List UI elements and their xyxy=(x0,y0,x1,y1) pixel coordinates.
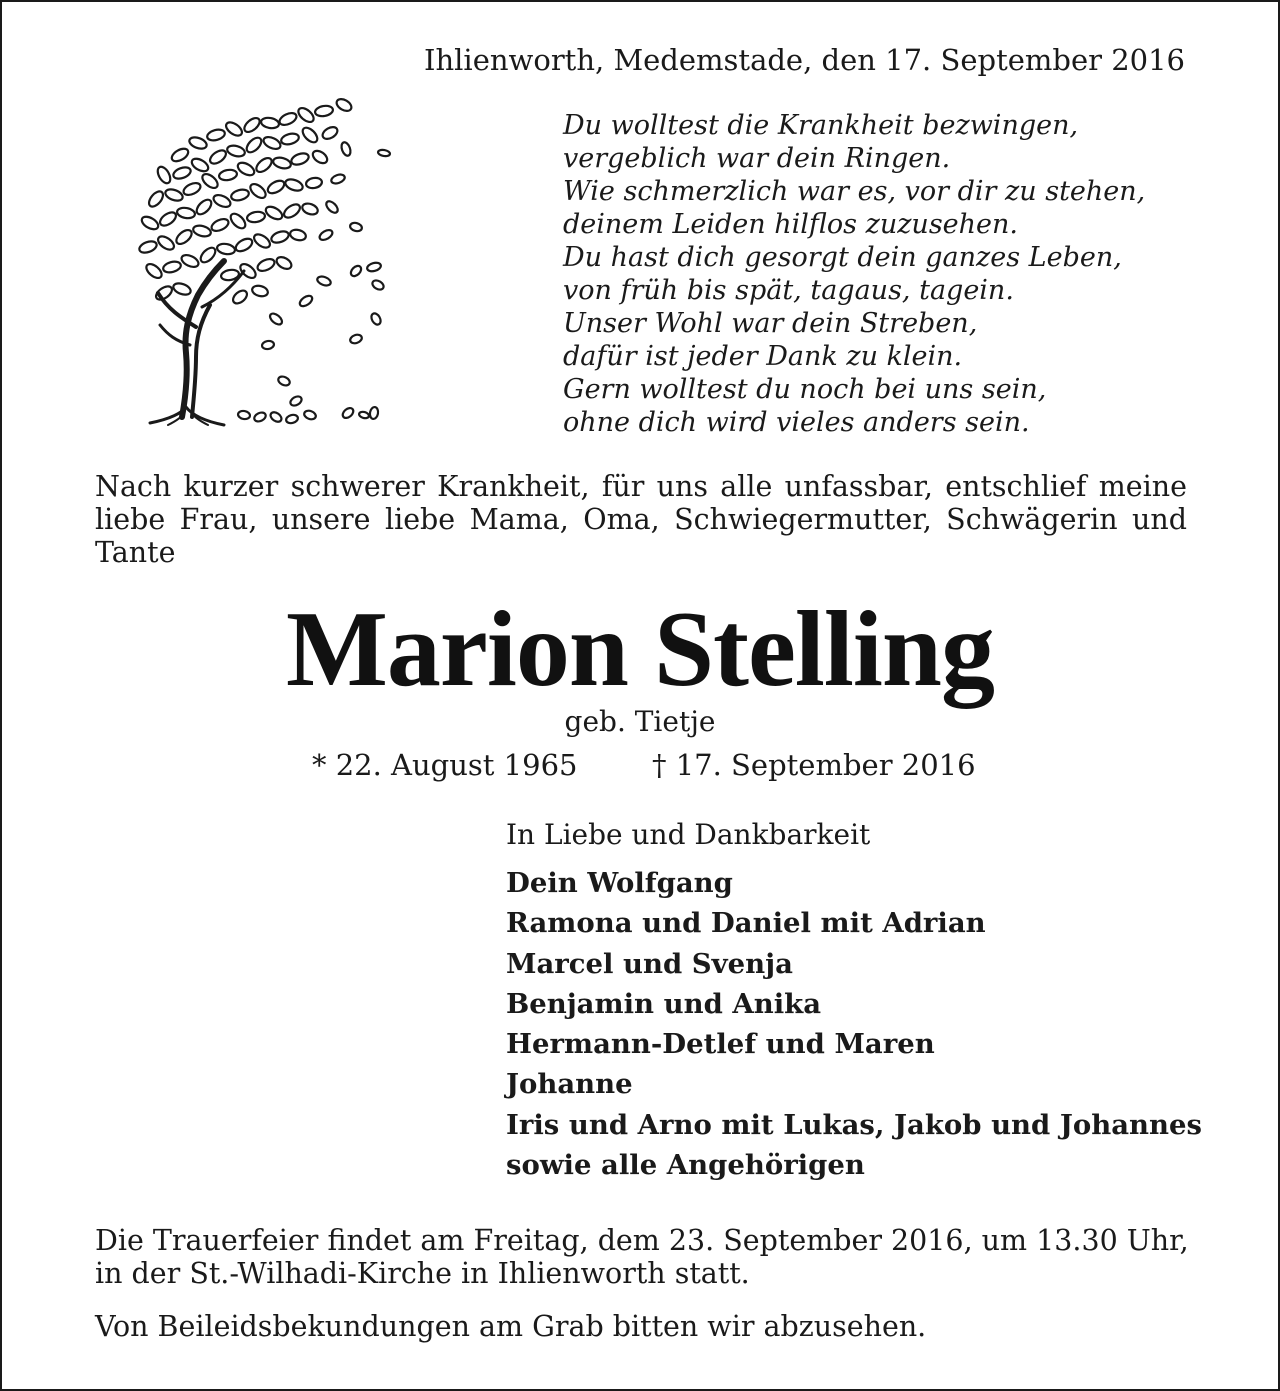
poem-line: Gern wolltest du noch bei uns sein, xyxy=(563,374,1047,405)
poem-line: Du hast dich gesorgt dein ganzes Leben, xyxy=(563,242,1122,273)
wind-blown-tree-icon xyxy=(120,95,410,435)
birth-date: * 22. August 1965 xyxy=(312,748,578,782)
poem-line: vergeblich war dein Ringen. xyxy=(563,143,951,174)
poem xyxy=(563,109,1203,439)
maiden-name: geb. Tietje xyxy=(564,705,716,738)
service-info: Die Trauerfeier findet am Freitag, dem 23. September 2016, um 13.30 Uhr, in der St.-Wilhadi-Kirche in Ihlienworth statt. xyxy=(95,1224,1189,1290)
mourner-name: Benjamin und Anika xyxy=(506,987,822,1020)
poem-line: dafür ist jeder Dank zu klein. xyxy=(563,341,963,372)
poem-line: Du wolltest die Krankheit bezwingen, xyxy=(563,110,1079,141)
poem-line: ohne dich wird vieles anders sein. xyxy=(563,407,1030,438)
mourner-name: Hermann-Detlef und Maren xyxy=(506,1028,935,1061)
poem-line: von früh bis spät, tagaus, tagein. xyxy=(563,275,1014,306)
mourner-name: sowie alle Angehörigen xyxy=(506,1149,865,1182)
mourners-list xyxy=(506,863,1202,1185)
mourner-name: Ramona und Daniel mit Adrian xyxy=(506,907,986,940)
condolence-note: Von Beileidsbekundungen am Grab bitten wir abzusehen. xyxy=(95,1310,927,1343)
mourner-name: Dein Wolfgang xyxy=(506,867,733,899)
poem-line: Unser Wohl war dein Streben, xyxy=(563,308,978,339)
mourners-heading: In Liebe und Dankbarkeit xyxy=(506,818,871,851)
poem-line: Wie schmerzlich war es, vor dir zu stehen, xyxy=(563,176,1146,207)
intro-text: Nach kurzer schwerer Krankheit, für uns alle unfassbar, entschlief meine liebe Frau, unsere liebe Mama, Oma, Schwiegermutter, Schwägerin und Tante xyxy=(95,470,1187,569)
deceased-name: Marion Stelling xyxy=(286,590,994,709)
death-date: † 17. September 2016 xyxy=(652,748,976,782)
mourner-name: Marcel und Svenja xyxy=(506,947,793,980)
place-date: Ihlienworth, Medemstade, den 17. September 2016 xyxy=(424,43,1185,77)
poem-line: deinem Leiden hilflos zuzusehen. xyxy=(563,209,1018,240)
mourner-name: Johanne xyxy=(506,1068,633,1101)
mourner-name: Iris und Arno mit Lukas, Jakob und Johannes xyxy=(506,1108,1202,1141)
